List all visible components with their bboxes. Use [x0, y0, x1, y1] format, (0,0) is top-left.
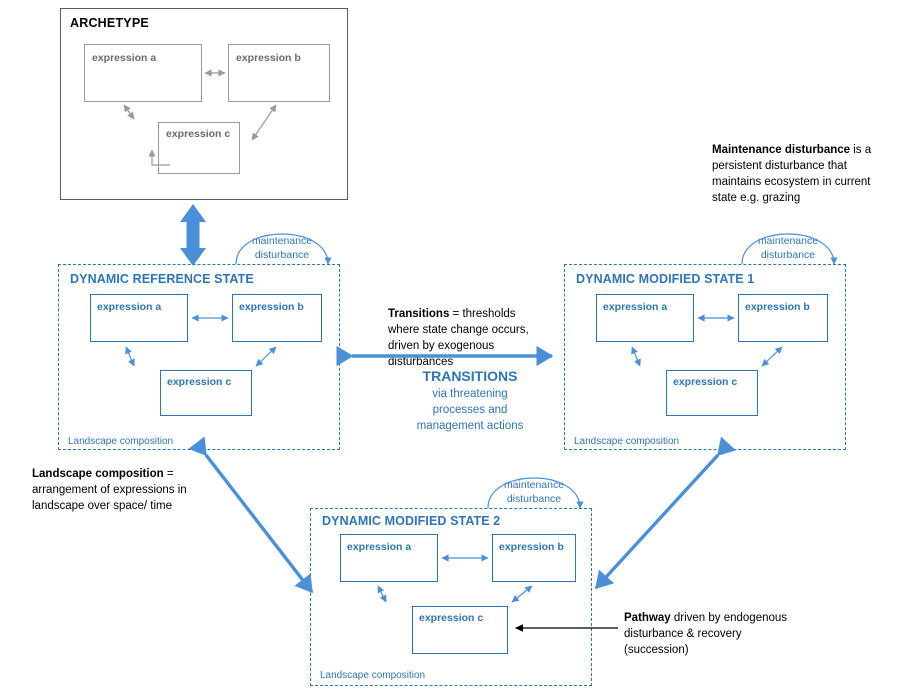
reference-to-modified2-arrow	[206, 455, 312, 592]
transitions-subtext	[388, 386, 552, 434]
archetype-expression-b-label: expression b	[236, 52, 301, 64]
reference-expression-b-label: expression b	[239, 301, 304, 313]
note-maintenance-disturbance	[712, 142, 892, 206]
modified1-expression-b-label: expression b	[745, 301, 810, 313]
transitions-subtext-line1: via threatening	[432, 388, 508, 400]
note-maintenance-disturbance-text: is a persistent disturbance that maintains ecosystem in current state e.g. grazing	[712, 144, 872, 204]
modified1-expression-a-label: expression a	[603, 301, 668, 313]
note-transitions-term: Transitions	[388, 308, 450, 320]
state-panel-reference	[58, 264, 340, 450]
modified1-landscape-composition-label: Landscape composition	[574, 436, 680, 447]
modified1-maintenance-line2: disturbance	[760, 249, 816, 261]
archetype-expression-a-label: expression a	[92, 52, 157, 64]
archetype-to-reference-arrow	[180, 204, 206, 266]
modified2-landscape-composition-label: Landscape composition	[320, 670, 426, 681]
reference-expression-a-label: expression a	[97, 301, 162, 313]
note-pathway-term: Pathway	[624, 612, 671, 624]
note-transitions	[388, 306, 548, 370]
modified2-expression-a-label: expression a	[347, 541, 412, 553]
modified2-expression-b-label: expression b	[499, 541, 564, 553]
reference-maintenance-line1: maintenance	[251, 235, 313, 247]
modified2-maintenance-line2: disturbance	[506, 493, 562, 505]
reference-landscape-composition-label: Landscape composition	[68, 436, 174, 447]
archetype-expression-c-label: expression c	[166, 128, 231, 140]
note-landscape-composition-term: Landscape composition	[32, 468, 164, 480]
modified2-maintenance-line1: maintenance	[503, 479, 565, 491]
note-transitions-text: = thresholds where state change occurs, driven by exogenous disturbances	[388, 308, 529, 368]
reference-maintenance-label	[238, 234, 326, 262]
note-maintenance-disturbance-term: Maintenance disturbance	[712, 144, 851, 156]
state-title-reference: DYNAMIC REFERENCE STATE	[70, 272, 254, 286]
modified1-maintenance-line1: maintenance	[757, 235, 819, 247]
modified1-to-modified2-arrow	[596, 455, 718, 588]
modified1-maintenance-label	[744, 234, 832, 262]
note-landscape-composition-text: = arrangement of expressions in landscape over space/ time	[32, 468, 187, 512]
note-pathway-text: driven by endogenous disturbance & recovery (succession)	[624, 612, 788, 656]
modified2-expression-c-label: expression c	[419, 612, 484, 624]
state-title-modified-2: DYNAMIC MODIFIED STATE 2	[322, 514, 501, 528]
archetype-title: ARCHETYPE	[70, 16, 149, 30]
transitions-subtext-line2: processes and	[432, 404, 508, 416]
reference-maintenance-line2: disturbance	[254, 249, 310, 261]
reference-expression-c-label: expression c	[167, 376, 232, 388]
state-panel-modified-1	[564, 264, 846, 450]
note-landscape-composition	[32, 466, 212, 514]
modified1-expression-c-label: expression c	[673, 376, 738, 388]
note-pathway	[624, 610, 804, 658]
transitions-subtext-line3: management actions	[416, 420, 524, 432]
modified2-maintenance-label	[490, 478, 578, 506]
state-title-modified-1: DYNAMIC MODIFIED STATE 1	[576, 272, 755, 286]
transitions-heading: TRANSITIONS	[422, 368, 518, 384]
